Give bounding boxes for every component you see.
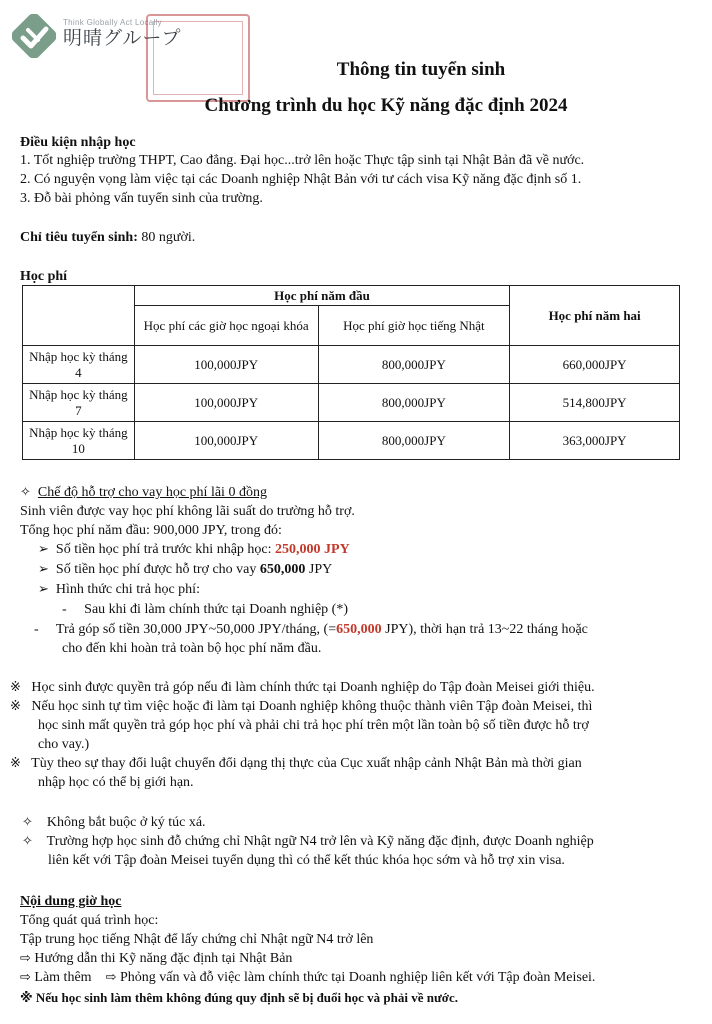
header-extra-classes: Học phí các giờ học ngoại khóa [134, 306, 318, 346]
payment-method-b: - Trả góp số tiền 30,000 JPY~50,000 JPY/tháng, (=650,000 JPY), thời hạn trả 13~22 tháng hoặc [34, 622, 588, 637]
arrow-right-icon: ⇨ [20, 951, 31, 966]
loan-amount: 650,000 [259, 562, 306, 577]
header-japanese-classes: Học phí giờ học tiếng Nhật [318, 306, 510, 346]
fees-table [22, 285, 680, 460]
loan-heading-line [20, 484, 267, 501]
diamond-bullet-icon: ✧ [22, 834, 33, 849]
company-tagline: Think Globally Act Locally [63, 18, 162, 27]
quota-line [20, 229, 195, 246]
condition-item: 1. Tốt nghiệp trường THPT, Cao đẳng. Đại học...trở lên hoặc Thực tập sinh tại Nhật Bản đã về nước. [20, 153, 585, 168]
note-cont: học sinh mất quyền trả góp học phí và phải chi trả học phí trên một lần toàn bộ số tiền được hỗ trợ [38, 718, 589, 733]
note-item: ※ Học sinh được quyền trả góp nếu đi làm chính thức tại Doanh nghiệp do Tập đoàn Meisei giới thiệu. [10, 680, 595, 695]
page-title: Thông tin tuyển sinh [336, 59, 506, 80]
year2-fee-cell: 363,000JPY [510, 422, 680, 460]
table-corner-cell [23, 286, 135, 346]
payment-method-line: ➢ Hình thức chi trả học phí: [38, 582, 200, 597]
table-row [23, 346, 680, 384]
note-item: ※ Nếu học sinh tự tìm việc hoặc đi làm tại Doanh nghiệp không thuộc thành viên Tập đoàn Meisei, thì [10, 699, 593, 714]
extra-fee-cell: 100,000JPY [134, 422, 318, 460]
loan-amount-line: ➢ Số tiền học phí được hỗ trợ cho vay 650,000 JPY [38, 562, 333, 577]
quota-label: Chỉ tiêu tuyển sinh: [20, 230, 138, 245]
note-cont: cho vay.) [38, 737, 90, 752]
arrow-right-icon: ⇨ [105, 970, 117, 985]
loan-total: Tổng học phí năm đầu: 900,000 JPY, trong đó: [20, 523, 282, 538]
payment-method-b-cont: cho đến khi hoàn trả toàn bộ học phí năm đầu. [62, 641, 322, 656]
diamond-bullet-icon: ✧ [22, 815, 33, 830]
condition-item: 2. Có nguyện vọng làm việc tại các Doanh nghiệp Nhật Bản với tư cách visa Kỹ năng đặc định số 1. [20, 172, 582, 187]
extra-fee-cell: 100,000JPY [134, 384, 318, 422]
table-row [23, 384, 680, 422]
course-line: Tập trung học tiếng Nhật để lấy chứng chỉ Nhật ngữ N4 trở lên [20, 932, 374, 947]
arrow-bullet-icon: ➢ [38, 562, 49, 577]
loan-intro: Sinh viên được vay học phí không lãi suất do trường hỗ trợ. [20, 504, 355, 519]
header-year1: Học phí năm đầu [134, 286, 509, 306]
japanese-fee-cell: 800,000JPY [318, 384, 510, 422]
course-line: ⇨ Làm thêm ⇨ Phỏng vấn và đỗ việc làm chính thức tại Doanh nghiệp liên kết với Tập đoàn Meisei. [20, 970, 596, 985]
fees-heading: Học phí [20, 269, 68, 284]
course-line: ⇨ Hướng dẫn thi Kỹ năng đặc định tại Nhật Bản [20, 951, 293, 966]
company-logo-icon [12, 14, 56, 58]
year2-fee-cell: 660,000JPY [510, 346, 680, 384]
reference-mark-icon: ※ [10, 756, 21, 771]
installment-amount: 650,000 [336, 622, 382, 637]
diamond-bullet-icon: ✧ [20, 485, 31, 500]
company-seal-stamp [146, 14, 250, 102]
prepaid-amount: 250,000 JPY [275, 542, 350, 557]
course-warning: ※ Nếu học sinh làm thêm không đúng quy định sẽ bị đuổi học và phải về nước. [20, 990, 458, 1006]
extra-fee-cell: 100,000JPY [134, 346, 318, 384]
extra-item: ✧ Không bắt buộc ở ký túc xá. [22, 815, 206, 830]
company-name: 明晴グループ [63, 27, 182, 49]
term-cell: Nhập học kỳ tháng 7 [23, 384, 135, 422]
quota-value: 80 người. [141, 230, 196, 245]
arrow-right-icon: ⇨ [20, 970, 31, 985]
term-cell: Nhập học kỳ tháng 10 [23, 422, 135, 460]
loan-prepaid-line: ➢ Số tiền học phí trả trước khi nhập học: 250,000 JPY [38, 542, 350, 557]
term-cell: Nhập học kỳ tháng 4 [23, 346, 135, 384]
note-item: ※ Tùy theo sự thay đổi luật chuyển đổi dạng thị thực của Cục xuất nhập cảnh Nhật Bản mà thời gian [10, 756, 582, 771]
reference-mark-icon: ※ [10, 680, 21, 695]
loan-heading: Chế độ hỗ trợ cho vay học phí lãi 0 đồng [37, 485, 267, 500]
course-heading: Nội dung giờ học [20, 894, 122, 909]
note-cont: nhập học có thể bị giới hạn. [38, 775, 194, 790]
reference-mark-icon: ※ [10, 699, 21, 714]
arrow-bullet-icon: ➢ [38, 582, 49, 597]
year2-fee-cell: 514,800JPY [510, 384, 680, 422]
page-subtitle: Chương trình du học Kỹ năng đặc định 2024 [204, 95, 568, 116]
payment-method-a: - Sau khi đi làm chính thức tại Doanh nghiệp (*) [62, 602, 348, 617]
header-year2: Học phí năm hai [510, 286, 680, 346]
extra-item: ✧ Trường hợp học sinh đỗ chứng chỉ Nhật ngữ N4 trở lên và Kỹ năng đặc định, được Doanh nghiệp [22, 834, 594, 849]
condition-item: 3. Đỗ bài phỏng vấn tuyển sinh của trường. [20, 191, 263, 206]
course-line: Tổng quát quá trình học: [20, 913, 159, 928]
conditions-heading: Điều kiện nhập học [20, 135, 136, 150]
japanese-fee-cell: 800,000JPY [318, 422, 510, 460]
table-row [23, 422, 680, 460]
reference-mark-icon: ※ [20, 991, 33, 1006]
extra-cont: liên kết với Tập đoàn Meisei tuyển dụng thì có thể kết thúc khóa học sớm và hỗ trợ xin visa. [48, 853, 565, 868]
japanese-fee-cell: 800,000JPY [318, 346, 510, 384]
arrow-bullet-icon: ➢ [38, 542, 49, 557]
